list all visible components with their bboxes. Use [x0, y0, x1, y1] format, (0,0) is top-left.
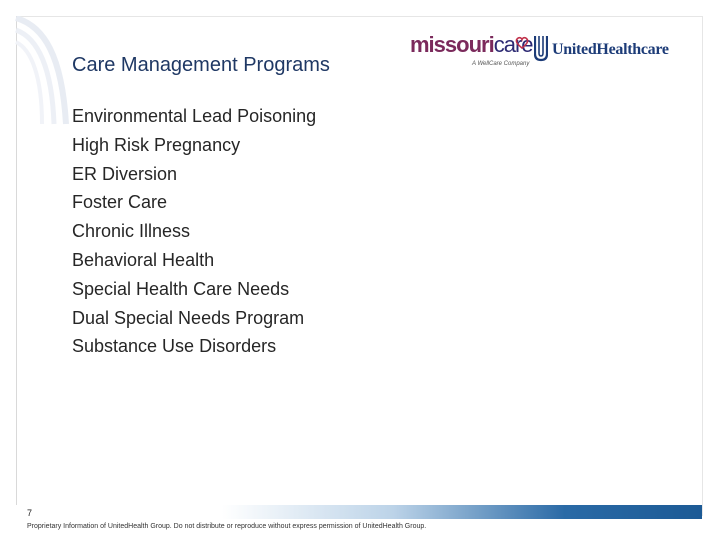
list-item: Behavioral Health — [72, 249, 215, 270]
heart-icon — [515, 36, 529, 50]
list-item: Environmental Lead Poisoning — [72, 106, 317, 126]
decorative-swoosh-icon — [14, 16, 74, 126]
missouricare-logo — [408, 28, 533, 74]
slide-title: Care Management Programs — [72, 54, 330, 76]
list-item: ER Diversion — [72, 163, 178, 184]
missouricare-logo-missouri: missouri — [410, 32, 494, 57]
footer-gradient-bar — [16, 505, 702, 519]
list-item: Special Health Care Needs — [72, 278, 290, 299]
unitedhealthcare-logo — [532, 34, 682, 64]
page-number: 7 — [27, 508, 33, 518]
unitedhealthcare-logo-text: UnitedHealthcare — [552, 41, 669, 58]
list-item: Chronic Illness — [72, 221, 191, 242]
unitedhealthcare-mark-icon — [534, 34, 548, 62]
footer-bar — [16, 505, 702, 520]
list-item: Foster Care — [72, 192, 168, 213]
missouricare-tagline: A WellCare Company — [472, 61, 530, 67]
footer-disclaimer: Proprietary Information of UnitedHealth Group. Do not distribute or reproduce without express permission of UnitedHealth Group. — [27, 523, 427, 530]
list-item: Dual Special Needs Program — [72, 307, 305, 328]
missouricare-logo-care: care — [493, 32, 533, 57]
slide-right-border — [702, 16, 703, 516]
slide-top-border — [16, 16, 702, 17]
programs-list — [72, 104, 316, 363]
list-item: High Risk Pregnancy — [72, 134, 241, 155]
list-item: Substance Use Disorders — [72, 336, 277, 357]
